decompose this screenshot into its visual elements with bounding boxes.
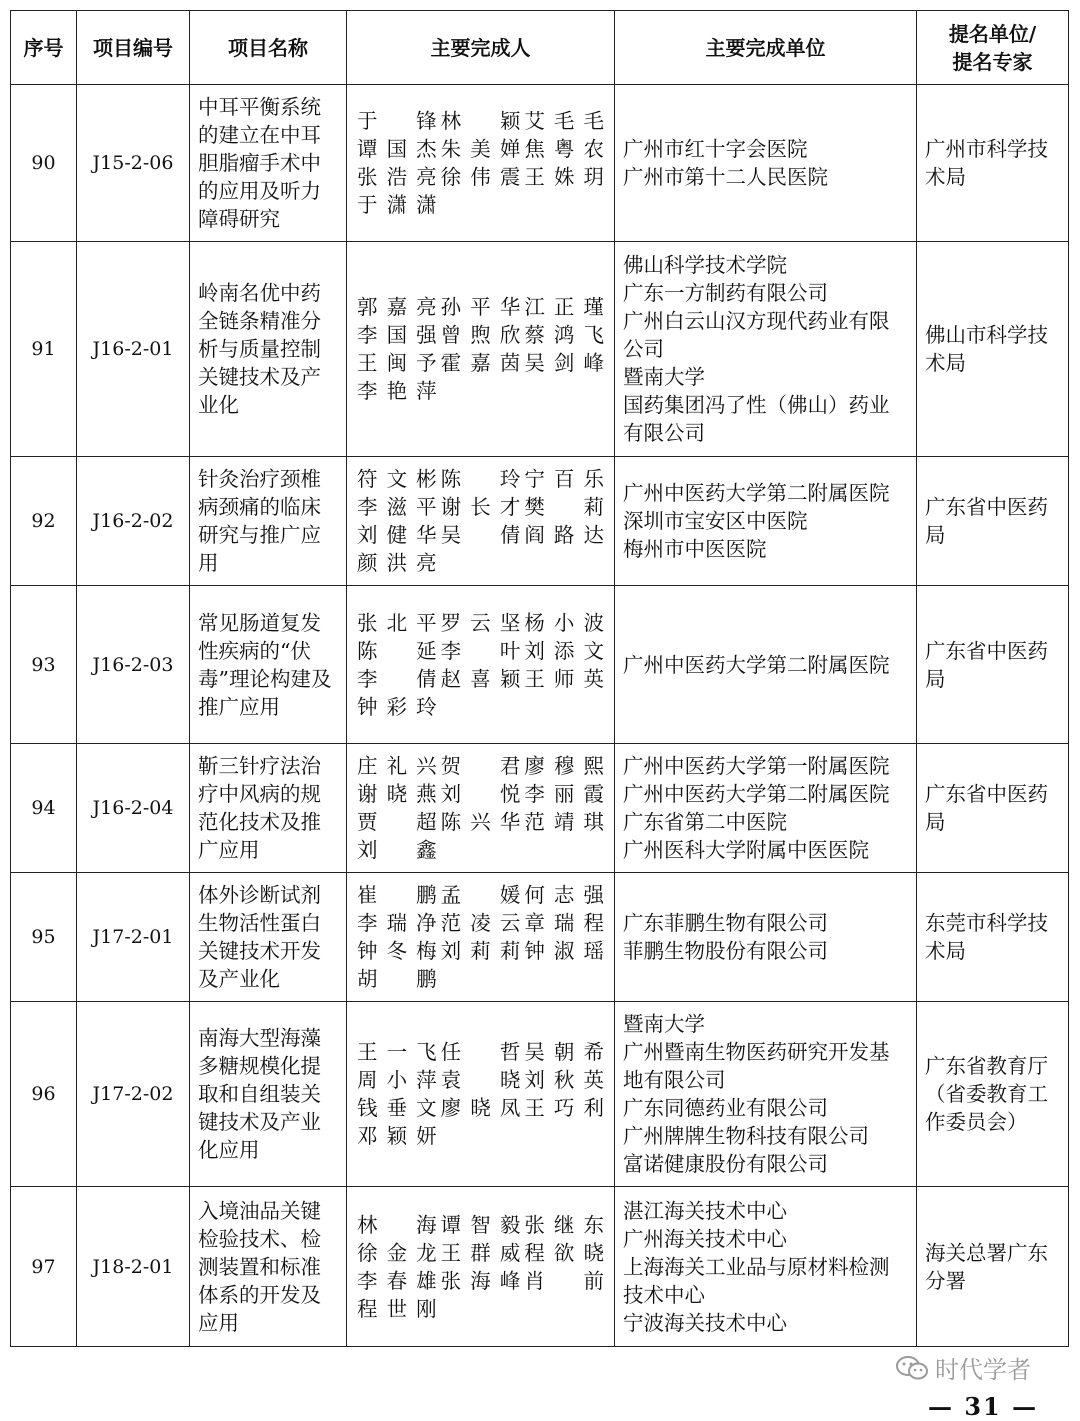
table-row bbox=[11, 1187, 1069, 1347]
project-name bbox=[190, 85, 347, 242]
contributor-name: 钱垂文 bbox=[357, 1096, 437, 1120]
project-code: J18-2-01 bbox=[77, 1187, 190, 1347]
contributor-name: 张浩亮 bbox=[357, 165, 437, 189]
nominator bbox=[917, 85, 1069, 242]
contributor-name: 何志强 bbox=[524, 883, 604, 907]
contributor-name: 王师英 bbox=[524, 666, 604, 691]
main-units bbox=[615, 1002, 917, 1187]
units-text: 广州中医药大学第二附属医院 深圳市宝安区中医院 梅州市中医医院 bbox=[623, 481, 890, 561]
project-name-text: 体外诊断试剂生物活性蛋白关键技术开发及产业化 bbox=[198, 883, 321, 991]
project-name-text: 岭南名优中药全链条精准分析与质量控制关键技术及产业化 bbox=[198, 281, 321, 417]
contributor-name: 林 颖 bbox=[440, 109, 521, 133]
contributor-grid bbox=[357, 465, 604, 577]
main-contributors bbox=[347, 1187, 615, 1347]
contributor-name: 贾 超 bbox=[357, 810, 437, 834]
contributor-name: 庄礼兴 bbox=[357, 754, 437, 778]
nominator-text: 广州市科学技术局 bbox=[925, 137, 1048, 189]
contributor-name: 王姝玥 bbox=[524, 165, 604, 189]
units-text: 广州市红十字会医院 广州市第十二人民医院 bbox=[623, 137, 828, 189]
contributor-name: 李 叶 bbox=[440, 638, 521, 663]
nominator bbox=[917, 457, 1069, 586]
project-name bbox=[190, 586, 347, 744]
contributor-name: 宁百乐 bbox=[524, 467, 604, 491]
row-number: 97 bbox=[11, 1187, 77, 1347]
table-row bbox=[11, 744, 1069, 873]
row-number: 92 bbox=[11, 457, 77, 586]
contributor-name: 王闽予 bbox=[357, 351, 437, 375]
project-code: J16-2-02 bbox=[77, 457, 190, 586]
contributor-name: 阎路达 bbox=[524, 523, 604, 547]
table-row bbox=[11, 873, 1069, 1002]
contributor-name: 程世刚 bbox=[357, 1296, 437, 1321]
contributor-name: 曾煦欣 bbox=[440, 323, 521, 347]
contributor-grid bbox=[357, 1211, 604, 1323]
project-name-text: 针灸治疗颈椎病颈痛的临床研究与推广应用 bbox=[198, 467, 321, 575]
contributor-grid bbox=[357, 293, 604, 405]
contributor-grid bbox=[357, 1038, 604, 1150]
contributor-name: 刘秋英 bbox=[524, 1068, 604, 1092]
col-header-no: 序号 bbox=[11, 11, 77, 85]
contributor-name: 焦粤农 bbox=[524, 137, 604, 161]
project-name-text: 南海大型海藻多糖规模化提取和自组装关键技术及产业化应用 bbox=[198, 1026, 321, 1162]
nominator bbox=[917, 873, 1069, 1002]
contributor-name: 于潇潇 bbox=[357, 193, 437, 217]
table-row bbox=[11, 457, 1069, 586]
contributor-name: 王一飞 bbox=[357, 1040, 437, 1064]
project-name-text: 常见肠道复发性疾病的“伏毒”理论构建及推广应用 bbox=[198, 610, 332, 719]
contributor-name: 周小萍 bbox=[357, 1068, 437, 1092]
contributor-name: 程欲晓 bbox=[524, 1240, 604, 1265]
contributor-name: 吴 倩 bbox=[440, 523, 521, 547]
project-name bbox=[190, 873, 347, 1002]
nominator-text: 佛山市科学技术局 bbox=[925, 323, 1048, 375]
contributor-name: 陈 玲 bbox=[440, 467, 521, 491]
contributor-name: 范靖琪 bbox=[524, 810, 604, 834]
contributor-name: 霍嘉茵 bbox=[440, 351, 521, 375]
row-number: 91 bbox=[11, 242, 77, 457]
contributor-name: 罗云坚 bbox=[440, 610, 521, 635]
project-name bbox=[190, 242, 347, 457]
contributor-name: 江正瑾 bbox=[524, 295, 604, 319]
contributor-name: 吴剑峰 bbox=[524, 351, 604, 375]
table-row bbox=[11, 242, 1069, 457]
contributor-name: 肖 前 bbox=[524, 1268, 604, 1293]
project-code: J16-2-04 bbox=[77, 744, 190, 873]
row-number: 94 bbox=[11, 744, 77, 873]
contributor-grid bbox=[357, 752, 604, 864]
main-units bbox=[615, 242, 917, 457]
project-code: J16-2-01 bbox=[77, 242, 190, 457]
contributor-name: 朱美婵 bbox=[440, 137, 521, 161]
contributor-name: 艾毛毛 bbox=[524, 109, 604, 133]
contributor-name: 刘健华 bbox=[357, 523, 437, 547]
contributor-name: 谭智毅 bbox=[440, 1212, 521, 1237]
contributor-name: 刘莉莉 bbox=[440, 939, 521, 963]
contributor-name: 赵喜颖 bbox=[440, 666, 521, 691]
contributor-name: 陈兴华 bbox=[440, 810, 521, 834]
contributor-grid bbox=[357, 107, 604, 219]
main-units bbox=[615, 873, 917, 1002]
contributor-name: 李丽霞 bbox=[524, 782, 604, 806]
contributor-name: 李滋平 bbox=[357, 495, 437, 519]
nominator-text: 广东省中医药局 bbox=[925, 782, 1048, 834]
main-units bbox=[615, 586, 917, 744]
nominator bbox=[917, 242, 1069, 457]
project-code: J17-2-01 bbox=[77, 873, 190, 1002]
project-name-text: 靳三针疗法治疗中风病的规范化技术及推广应用 bbox=[198, 754, 321, 862]
col-header-code: 项目编号 bbox=[77, 11, 190, 85]
contributor-name: 符文彬 bbox=[357, 467, 437, 491]
contributor-name: 吴朝希 bbox=[524, 1040, 604, 1064]
project-name bbox=[190, 744, 347, 873]
contributor-name: 颜洪亮 bbox=[357, 551, 437, 575]
header-row bbox=[11, 11, 1069, 85]
contributor-grid bbox=[357, 881, 604, 993]
contributor-name: 孙平华 bbox=[440, 295, 521, 319]
table-row bbox=[11, 1002, 1069, 1187]
table-row bbox=[11, 586, 1069, 744]
contributor-name: 谢晓燕 bbox=[357, 782, 437, 806]
col-header-nominator: 提名单位/ 提名专家 bbox=[917, 11, 1069, 85]
contributor-name: 崔 鹏 bbox=[357, 883, 437, 907]
nominator-text: 广东省中医药局 bbox=[925, 638, 1048, 691]
contributor-name: 刘添文 bbox=[524, 638, 604, 663]
contributor-name: 张北平 bbox=[357, 610, 437, 635]
main-units bbox=[615, 457, 917, 586]
contributor-name: 张海峰 bbox=[440, 1268, 521, 1293]
units-text: 暨南大学 广州暨南生物医药研究开发基地有限公司 广东同德药业有限公司 广州牌牌生物科技有限公司 富诺健康股份有限公司 bbox=[623, 1012, 890, 1176]
main-contributors bbox=[347, 242, 615, 457]
contributor-name: 徐伟震 bbox=[440, 165, 521, 189]
contributor-name: 刘 鑫 bbox=[357, 838, 437, 862]
row-number: 93 bbox=[11, 586, 77, 744]
contributor-name: 王群威 bbox=[440, 1240, 521, 1265]
col-header-people: 主要完成人 bbox=[347, 11, 615, 85]
contributor-name: 徐金龙 bbox=[357, 1240, 437, 1265]
contributor-grid bbox=[357, 609, 604, 721]
main-contributors bbox=[347, 873, 615, 1002]
nominator bbox=[917, 1187, 1069, 1347]
nominator bbox=[917, 1002, 1069, 1187]
main-contributors bbox=[347, 744, 615, 873]
row-number: 90 bbox=[11, 85, 77, 242]
contributor-name: 胡 鹏 bbox=[357, 967, 437, 991]
contributor-name: 李瑞净 bbox=[357, 911, 437, 935]
contributor-name: 任 哲 bbox=[440, 1040, 521, 1064]
main-contributors bbox=[347, 1002, 615, 1187]
nominator-text: 东莞市科学技术局 bbox=[925, 911, 1048, 963]
project-name bbox=[190, 1002, 347, 1187]
nominator-text: 广东省中医药局 bbox=[925, 495, 1048, 547]
contributor-name: 王巧利 bbox=[524, 1096, 604, 1120]
wechat-icon bbox=[895, 1354, 929, 1382]
contributor-name: 钟彩玲 bbox=[357, 694, 437, 719]
contributor-name: 孟 媛 bbox=[440, 883, 521, 907]
page-number: — 31 — bbox=[928, 1392, 1039, 1421]
main-units bbox=[615, 744, 917, 873]
table-row bbox=[11, 85, 1069, 242]
contributor-name: 廖穆熙 bbox=[524, 754, 604, 778]
project-name bbox=[190, 1187, 347, 1347]
units-text: 湛江海关技术中心 广州海关技术中心 上海海关工业品与原材料检测技术中心 宁波海关技术中心 bbox=[623, 1198, 890, 1335]
watermark bbox=[895, 1350, 1031, 1385]
contributor-name: 杨小波 bbox=[524, 610, 604, 635]
watermark-text: 时代学者 bbox=[935, 1356, 1031, 1384]
contributor-name: 蔡鸿飞 bbox=[524, 323, 604, 347]
nominator-text: 广东省教育厅（省委教育工作委员会） bbox=[925, 1054, 1048, 1134]
main-contributors bbox=[347, 586, 615, 744]
contributor-name: 钟淑瑶 bbox=[524, 939, 604, 963]
awards-table bbox=[10, 10, 1069, 1347]
contributor-name: 李 倩 bbox=[357, 666, 437, 691]
units-text: 广州中医药大学第二附属医院 bbox=[623, 652, 890, 677]
contributor-name: 李艳萍 bbox=[357, 379, 437, 403]
main-units bbox=[615, 85, 917, 242]
contributor-name: 钟冬梅 bbox=[357, 939, 437, 963]
contributor-name: 陈 延 bbox=[357, 638, 437, 663]
nominator bbox=[917, 586, 1069, 744]
units-text: 广东菲鹏生物有限公司 菲鹏生物股份有限公司 bbox=[623, 911, 828, 963]
units-text: 广州中医药大学第一附属医院 广州中医药大学第二附属医院 广东省第二中医院 广州医科大学附属中医医院 bbox=[623, 754, 890, 862]
project-code: J15-2-06 bbox=[77, 85, 190, 242]
contributor-name: 章瑞程 bbox=[524, 911, 604, 935]
main-contributors bbox=[347, 457, 615, 586]
nominator-text: 海关总署广东分署 bbox=[925, 1240, 1048, 1293]
row-number: 96 bbox=[11, 1002, 77, 1187]
contributor-name: 范凌云 bbox=[440, 911, 521, 935]
contributor-name: 谭国杰 bbox=[357, 137, 437, 161]
contributor-name: 邓颖妍 bbox=[357, 1124, 437, 1148]
project-code: J17-2-02 bbox=[77, 1002, 190, 1187]
contributor-name: 李国强 bbox=[357, 323, 437, 347]
contributor-name: 袁 晓 bbox=[440, 1068, 521, 1092]
contributor-name: 于 锋 bbox=[357, 109, 437, 133]
row-number: 95 bbox=[11, 873, 77, 1002]
nominator bbox=[917, 744, 1069, 873]
project-name-text: 入境油品关键检验技术、检测装置和标准体系的开发及应用 bbox=[198, 1198, 321, 1335]
contributor-name: 郭嘉亮 bbox=[357, 295, 437, 319]
project-name-text: 中耳平衡系统的建立在中耳胆脂瘤手术中的应用及听力障碍研究 bbox=[198, 95, 321, 231]
contributor-name: 廖晓凤 bbox=[440, 1096, 521, 1120]
contributor-name: 樊 莉 bbox=[524, 495, 604, 519]
units-text: 佛山科学技术学院 广东一方制药有限公司 广州白云山汉方现代药业有限公司 暨南大学 国药集团冯了性（佛山）药业有限公司 bbox=[623, 253, 890, 445]
contributor-name: 李春雄 bbox=[357, 1268, 437, 1293]
main-contributors bbox=[347, 85, 615, 242]
contributor-name: 谢长才 bbox=[440, 495, 521, 519]
contributor-name: 林 海 bbox=[357, 1212, 437, 1237]
col-header-name: 项目名称 bbox=[190, 11, 347, 85]
contributor-name: 贺 君 bbox=[440, 754, 521, 778]
contributor-name: 刘 悦 bbox=[440, 782, 521, 806]
col-header-units: 主要完成单位 bbox=[615, 11, 917, 85]
project-code: J16-2-03 bbox=[77, 586, 190, 744]
project-name bbox=[190, 457, 347, 586]
main-units bbox=[615, 1187, 917, 1347]
contributor-name: 张继东 bbox=[524, 1212, 604, 1237]
